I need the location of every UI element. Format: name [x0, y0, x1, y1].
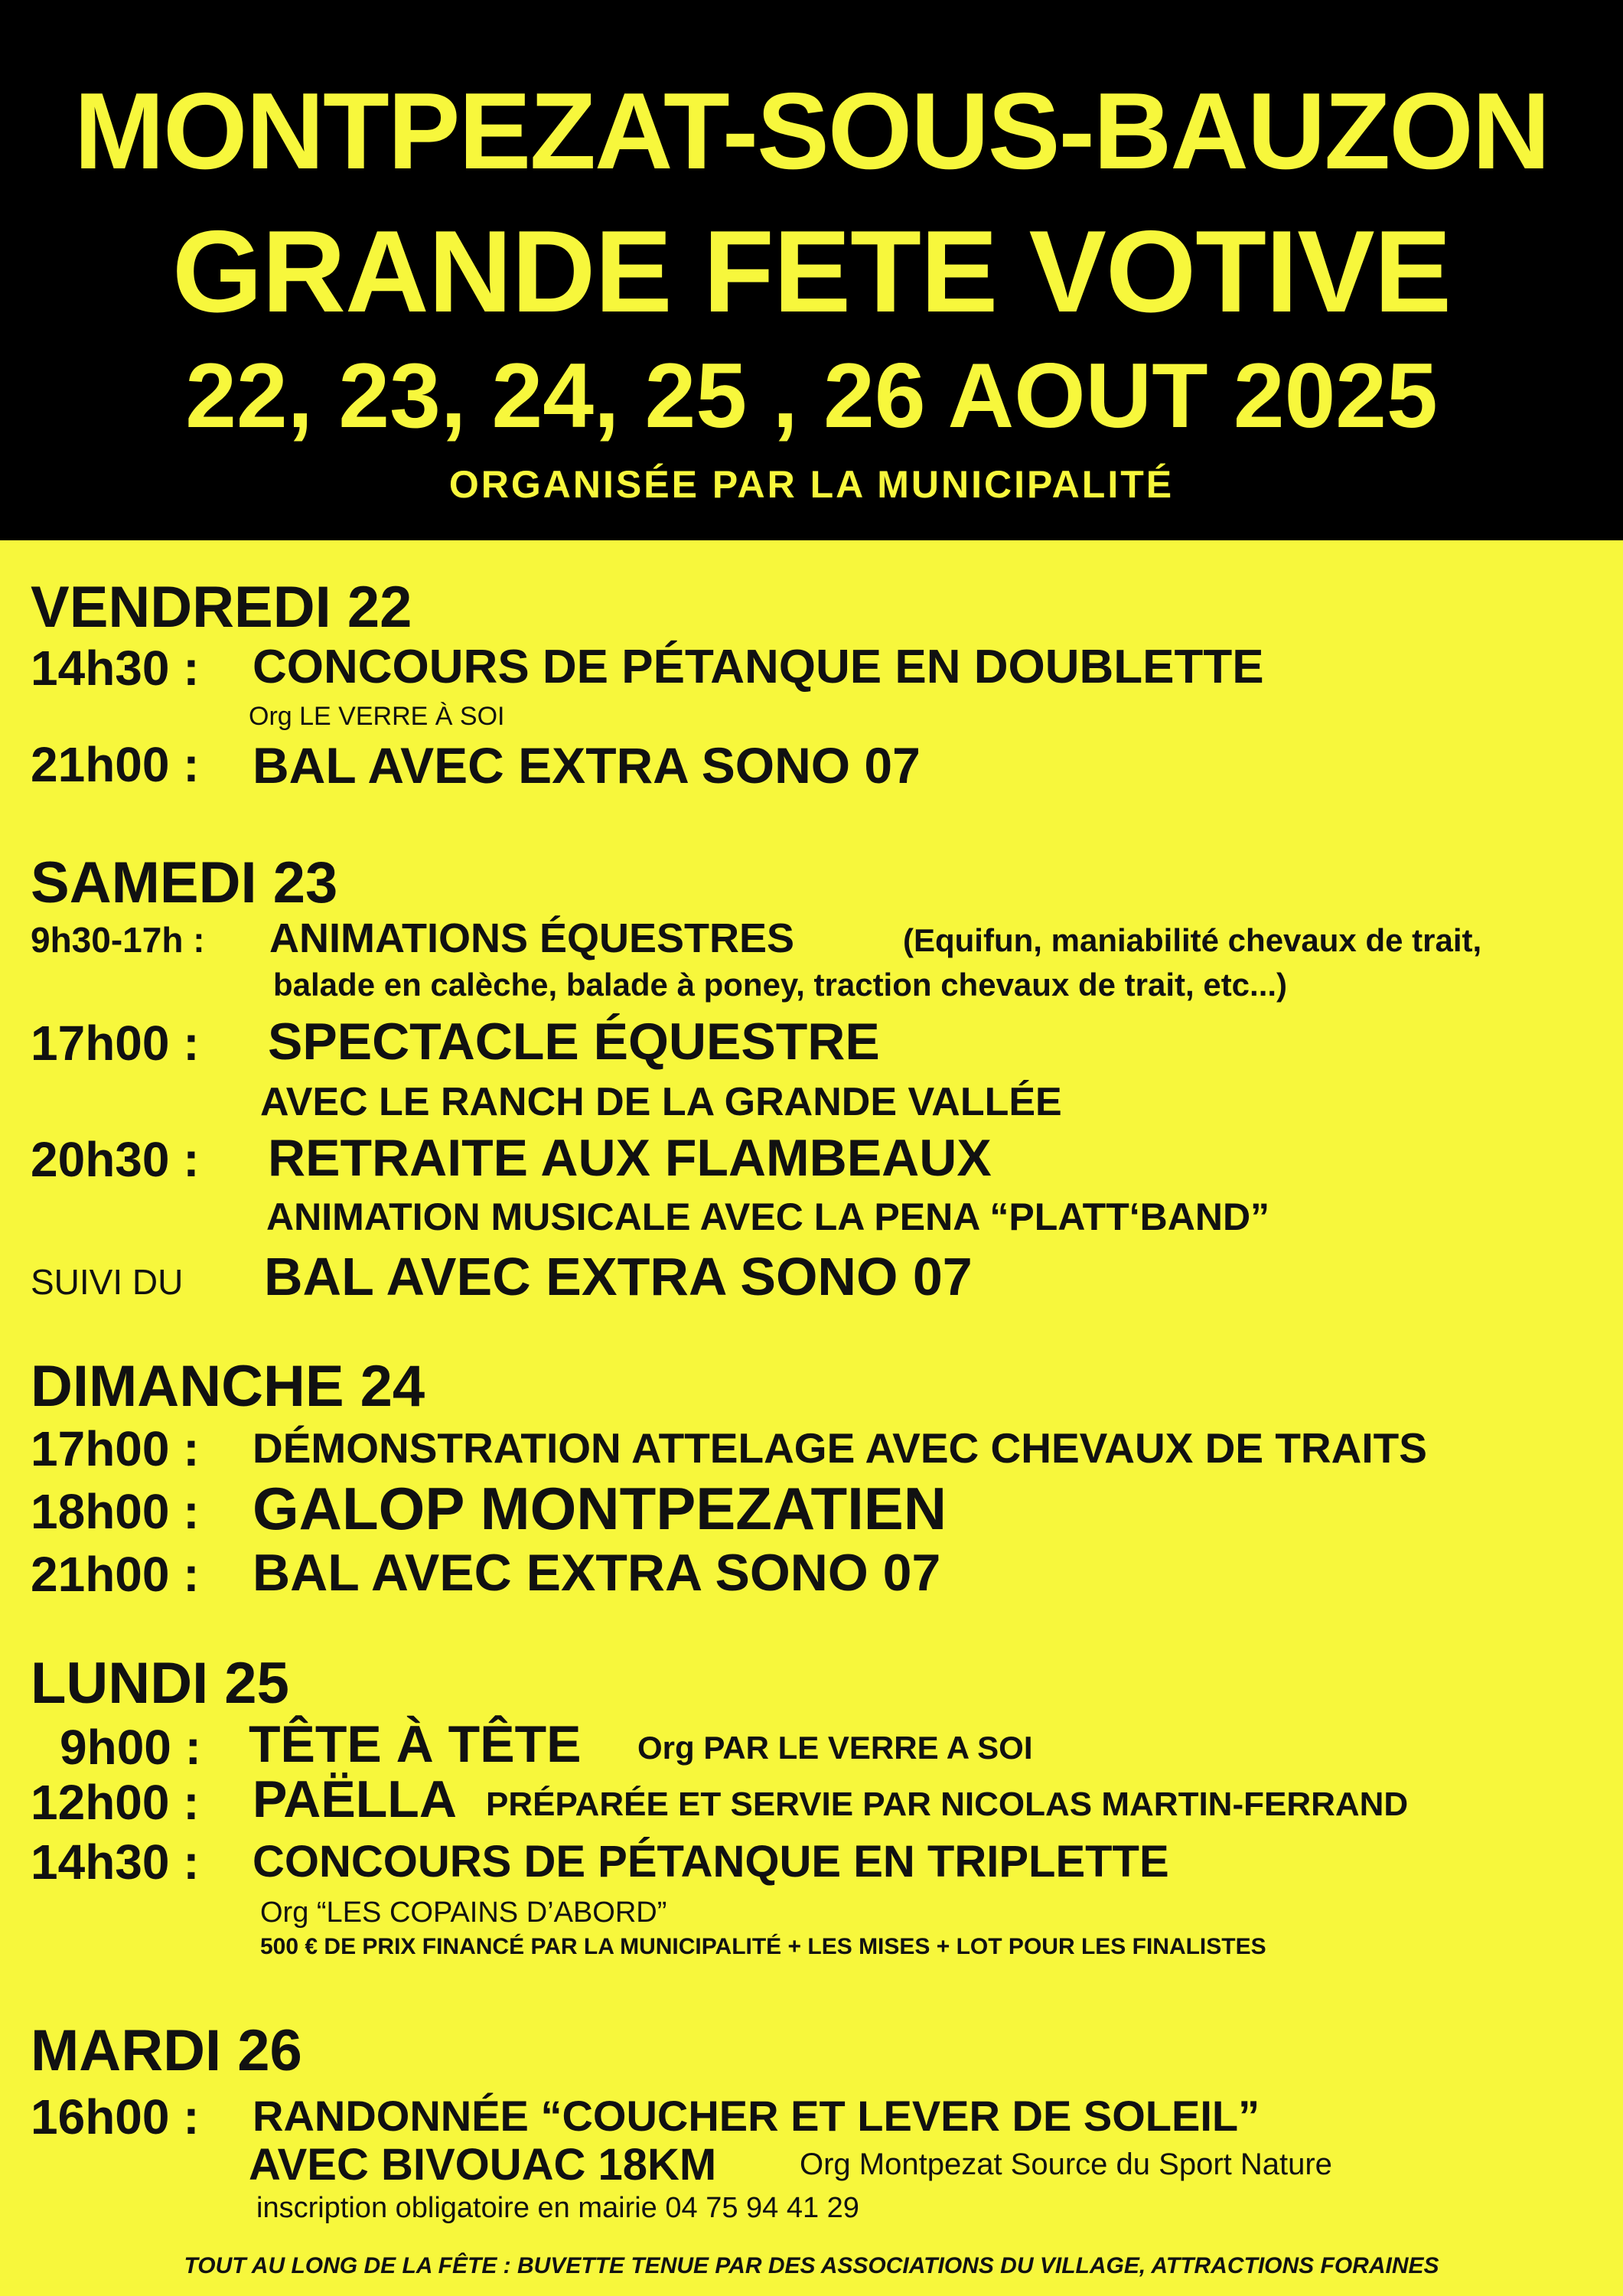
- event-time: 9h00 :: [60, 1720, 201, 1775]
- event-title: CONCOURS DE PÉTANQUE EN DOUBLETTE: [253, 641, 1264, 693]
- event-organizer: Org LE VERRE À SOI: [249, 702, 505, 731]
- event-detail: balade en calèche, balade à poney, traction chevaux de trait, etc...): [273, 967, 1288, 1003]
- event-subtitle: ANIMATION MUSICALE AVEC LA PENA “PLATT‘BAND”: [266, 1195, 1270, 1238]
- event-title: PAËLLA: [253, 1770, 457, 1828]
- poster-header: [0, 0, 1623, 540]
- event-title: DÉMONSTRATION ATTELAGE AVEC CHEVAUX DE TRAITS: [253, 1424, 1427, 1472]
- event-title: ANIMATIONS ÉQUESTRES: [269, 915, 795, 961]
- event-info: inscription obligatoire en mairie 04 75 94 41 29: [256, 2192, 859, 2224]
- event-subtitle: AVEC BIVOUAC 18KM: [249, 2140, 717, 2190]
- event-time: 9h30-17h :: [31, 920, 205, 960]
- event-organizer: Org PAR LE VERRE A SOI: [637, 1730, 1033, 1766]
- event-time: 18h00 :: [31, 1484, 200, 1539]
- event-time: 17h00 :: [31, 1421, 200, 1476]
- event-title: GALOP MONTPEZATIEN: [253, 1475, 947, 1542]
- event-title: RANDONNÉE “COUCHER ET LEVER DE SOLEIL”: [253, 2092, 1260, 2140]
- event-title: BAL AVEC EXTRA SONO 07: [253, 737, 921, 794]
- event-time: 14h30 :: [31, 1835, 200, 1890]
- event-prize: 500 € DE PRIX FINANCÉ PAR LA MUNICIPALITÉ + LES MISES + LOT POUR LES FINALISTES: [260, 1934, 1266, 1959]
- event-title: TÊTE À TÊTE: [249, 1715, 582, 1773]
- event-detail: (Equifun, maniabilité chevaux de trait,: [903, 922, 1482, 958]
- event-time: 17h00 :: [31, 1016, 200, 1071]
- event-organizer: Org “LES COPAINS D’ABORD”: [260, 1896, 667, 1929]
- event-prefix: SUIVI DU: [31, 1262, 184, 1302]
- organizer-line: ORGANISÉE PAR LA MUNICIPALITÉ: [448, 463, 1175, 506]
- day-heading-saturday: SAMEDI 23: [31, 850, 338, 915]
- event-dates: 22, 23, 24, 25 , 26 AOUT 2025: [185, 344, 1438, 447]
- day-heading-tuesday: MARDI 26: [31, 2018, 302, 2083]
- event-title: RETRAITE AUX FLAMBEAUX: [268, 1129, 992, 1187]
- event-organizer: Org Montpezat Source du Sport Nature: [800, 2148, 1332, 2181]
- event-time: 21h00 :: [31, 737, 200, 792]
- event-time: 20h30 :: [31, 1132, 200, 1187]
- event-subtitle: PRÉPARÉE ET SERVIE PAR NICOLAS MARTIN-FERRAND: [486, 1786, 1409, 1823]
- day-heading-sunday: DIMANCHE 24: [31, 1354, 425, 1419]
- event-title: CONCOURS DE PÉTANQUE EN TRIPLETTE: [253, 1837, 1169, 1887]
- event-title: BAL AVEC EXTRA SONO 07: [264, 1247, 973, 1306]
- town-name: MONTPEZAT-SOUS-BAUZON: [73, 70, 1550, 192]
- day-heading-friday: VENDREDI 22: [31, 575, 412, 640]
- event-subtitle: AVEC LE RANCH DE LA GRANDE VALLÉE: [260, 1080, 1062, 1124]
- event-title: SPECTACLE ÉQUESTRE: [268, 1013, 880, 1071]
- event-time: 16h00 :: [31, 2089, 200, 2144]
- day-heading-monday: LUNDI 25: [31, 1651, 289, 1716]
- event-time: 21h00 :: [31, 1547, 200, 1602]
- event-time: 12h00 :: [31, 1775, 200, 1830]
- event-time: 14h30 :: [31, 641, 200, 696]
- footer-note: TOUT AU LONG DE LA FÊTE : BUVETTE TENUE PAR DES ASSOCIATIONS DU VILLAGE, ATTRACTIONS FORAINES: [184, 2253, 1439, 2278]
- event-title: GRANDE FETE VOTIVE: [171, 207, 1452, 337]
- event-title: BAL AVEC EXTRA SONO 07: [253, 1544, 941, 1602]
